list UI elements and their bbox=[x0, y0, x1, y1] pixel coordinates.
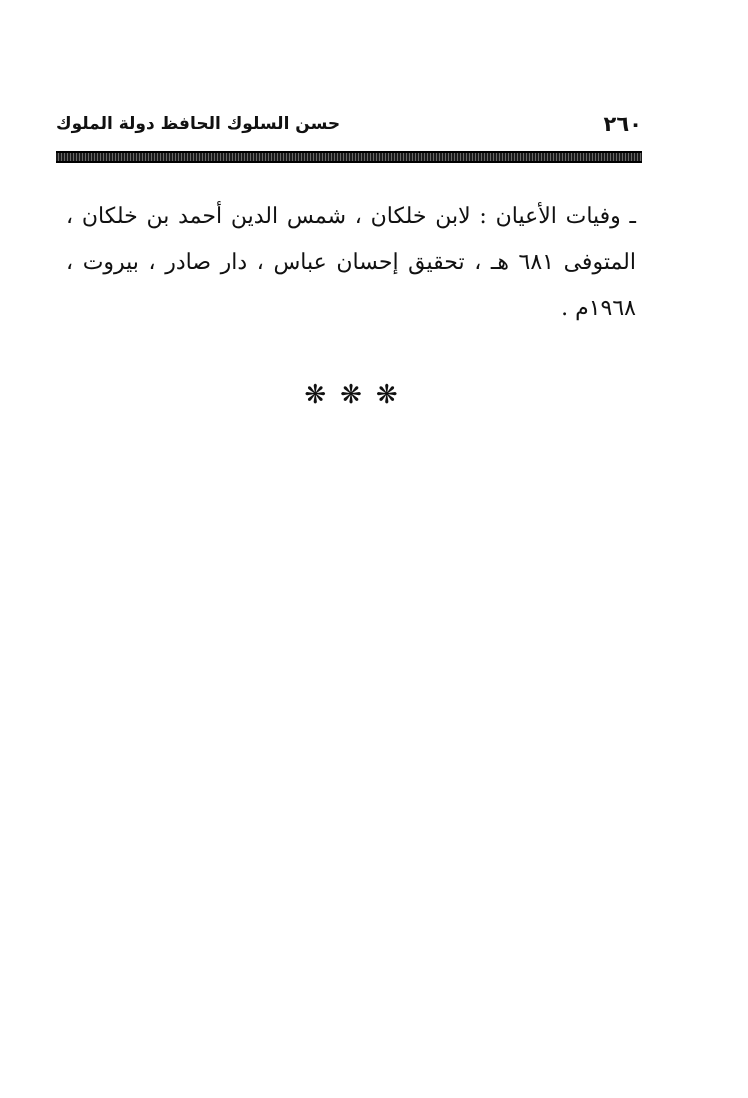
page-header bbox=[56, 108, 642, 144]
section-separator: ❋❋❋ bbox=[304, 380, 412, 410]
running-title: حسن السلوك الحافظ دولة الملوك bbox=[56, 114, 341, 134]
header-rule bbox=[56, 151, 642, 163]
page-number: ٢٦٠ bbox=[603, 112, 642, 136]
bibliography-entry: ـ وفيات الأعيان : لابن خلكان ، شمس الدين أحمد بن خلكان ، المتوفى ٦٨١ هـ ، تحقيق إحسان عباس ، دار صادر ، بيروت ، ١٩٦٨م . bbox=[66, 204, 636, 321]
